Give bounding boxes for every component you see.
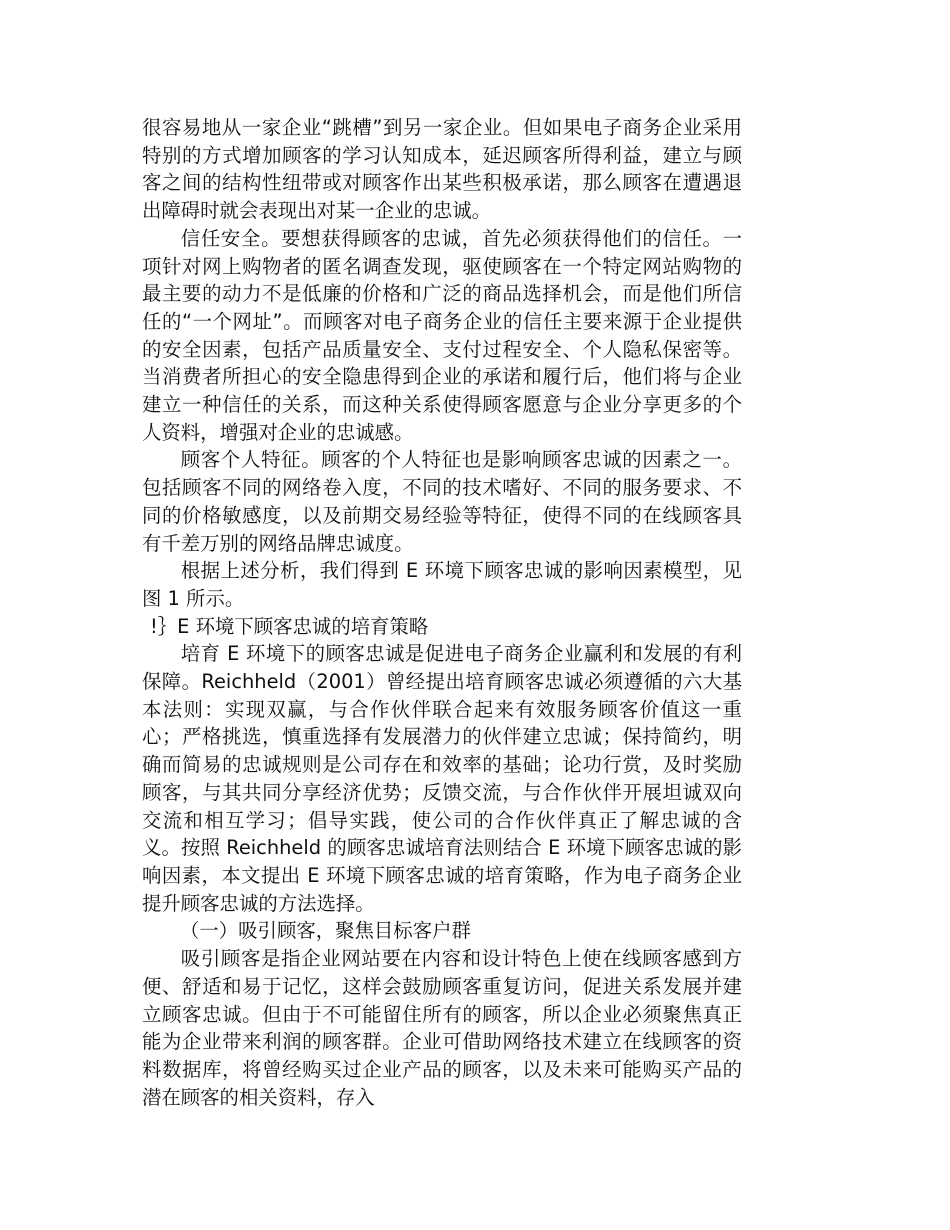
paragraph-customer-traits: 顾客个人特征。顾客的个人特征也是影响顾客忠诚的因素之一。包括顾客不同的网络卷入度，不同的技术嗜好、不同的服务要求、不同的价格敏感度，以及前期交易经验等特征，使得不同的在线顾客具有千差万别的网络品牌忠诚度。 xyxy=(142,448,742,555)
document-body xyxy=(142,114,742,1111)
subsection-heading: （一）吸引顾客，聚焦目标客户群 xyxy=(180,919,471,943)
paragraph-reichheld: 培育 E 环境下的顾客忠诚是促进电子商务企业赢利和发展的有利保障。Reichheld（2001）曾经提出培育顾客忠诚必须遵循的六大基本法则：实现双赢，与合作伙伴联合起来有效服务顾客价值这一重心；严格挑选，慎重选择有发展潜力的伙伴建立忠诚；保持简约，明确而简易的忠诚规则是公司存在和效率的基础；论功行赏，及时奖励顾客，与其共同分享经济优势；反馈交流，与合作伙伴开展坦诚双向交流和相互学习；倡导实践，使公司的合作伙伴真正了解忠诚的含义。按照 Reichheld 的顾客忠诚培育法则结合 E 环境下顾客忠诚的影响因素，本文提出 E 环境下顾客忠诚的培育策略，作为电子商务企业提升顾客忠诚的方法选择。 xyxy=(142,642,742,915)
paragraph-trust-security: 信任安全。要想获得顾客的忠诚，首先必须获得他们的信任。一项针对网上购物者的匿名调查发现，驱使顾客在一个特定网站购物的最主要的动力不是低廉的价格和广泛的商品选择机会，而是他们所信任的“一个网址”。而顾客对电子商务企业的信任主要来源于企业提供的安全因素，包括产品质量安全、支付过程安全、个人隐私保密等。当消费者所担心的安全隐患得到企业的承诺和履行后，他们将与企业建立一种信任的关系，而这种关系使得顾客愿意与企业分享更多的个人资料，增强对企业的忠诚感。 xyxy=(142,226,742,444)
section-heading: !｝E 环境下顾客忠诚的培育策略 xyxy=(150,614,429,638)
paragraph-model-reference: 根据上述分析，我们得到 E 环境下顾客忠诚的影响因素模型，见图 1 所示。 xyxy=(142,559,742,610)
paragraph-exit-barrier: 很容易地从一家企业“跳槽”到另一家企业。但如果电子商务企业采用特别的方式增加顾客的学习认知成本，延迟顾客所得利益，建立与顾客之间的结构性纽带或对顾客作出某些积极承诺，那么顾客在遭遇退出障碍时就会表现出对某一企业的忠诚。 xyxy=(142,116,742,223)
paragraph-attract-customers: 吸引顾客是指企业网站要在内容和设计特色上使在线顾客感到方便、舒适和易于记忆，这样会鼓励顾客重复访问，促进关系发展并建立顾客忠诚。但由于不可能留住所有的顾客，所以企业必须聚焦真正能为企业带来利润的顾客群。企业可借助网络技术建立在线顾客的资料数据库，将曾经购买过企业产品的顾客，以及未来可能购买产品的潜在顾客的相关资料，存入 xyxy=(142,947,742,1109)
